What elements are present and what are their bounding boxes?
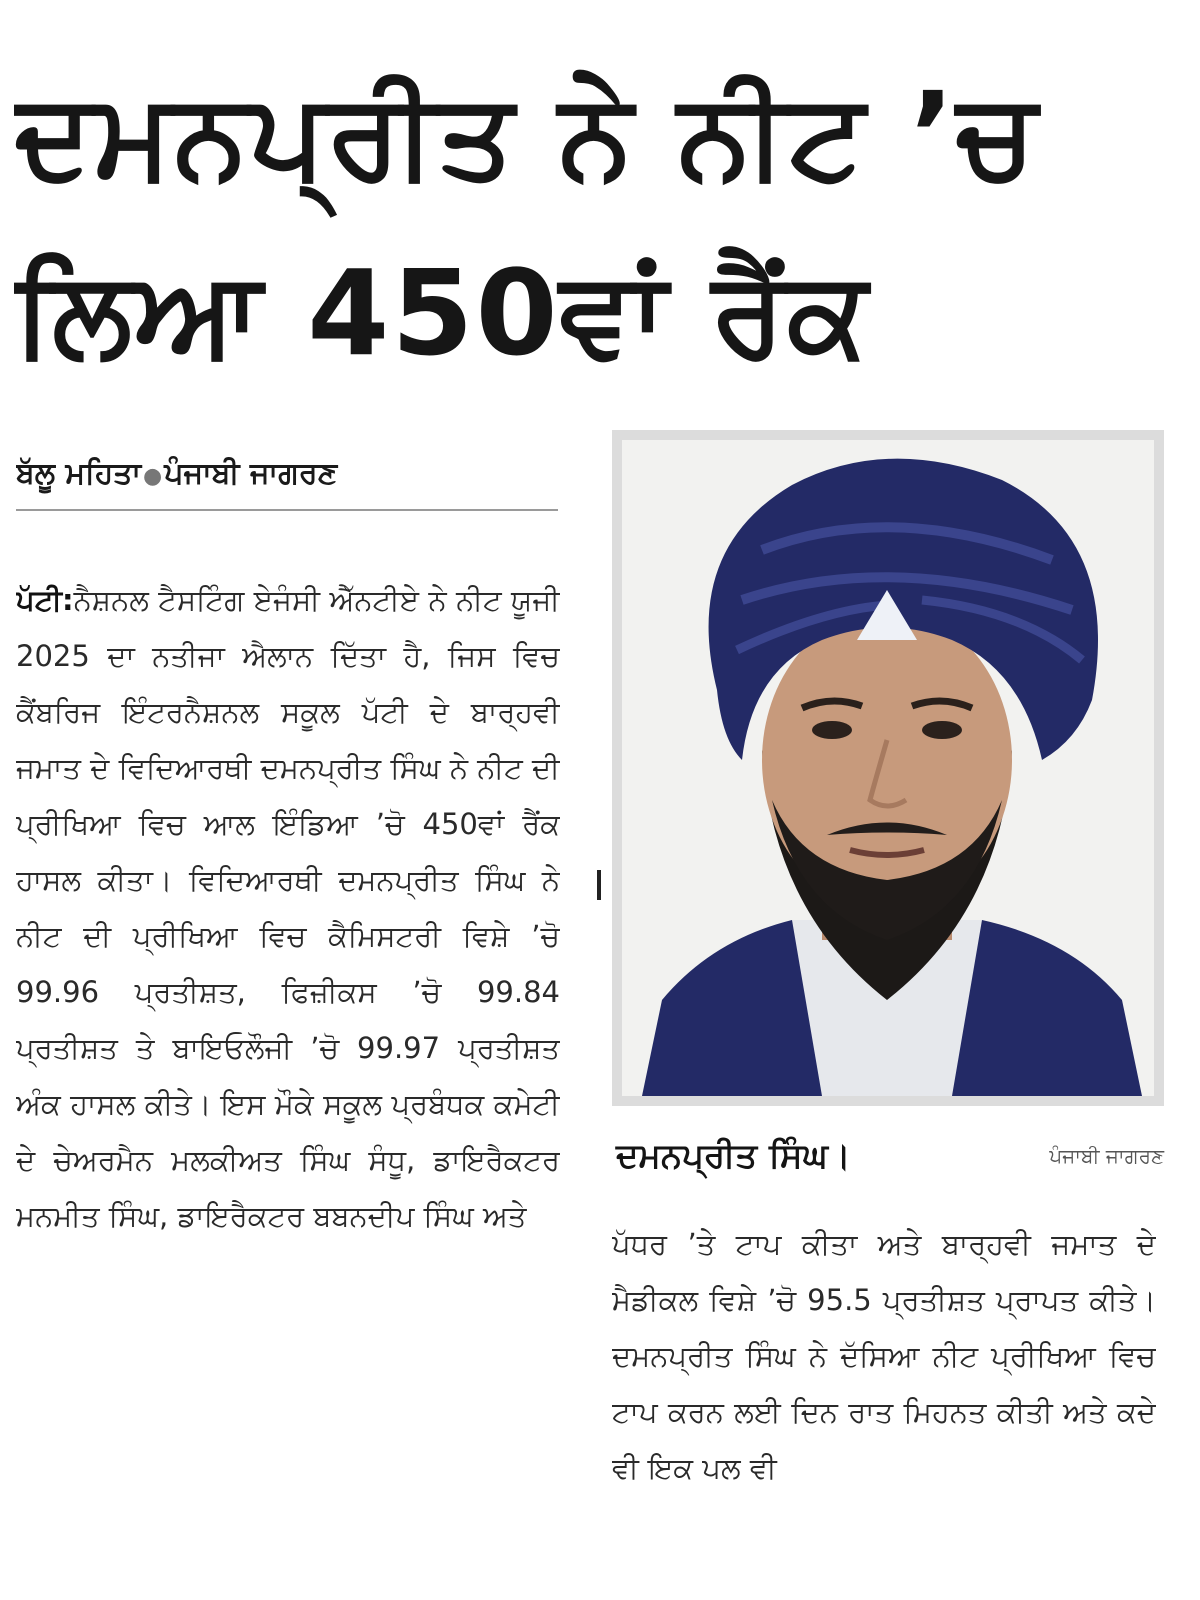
article-column-right	[612, 1216, 1156, 1600]
article-body-right: ਪੱਧਰ ’ਤੇ ਟਾਪ ਕੀਤਾ ਅਤੇ ਬਾਰ੍ਹਵੀ ਜਮਾਤ ਦੇ ਮੈਡੀਕਲ ਵਿਸ਼ੇ ’ਚੋ 95.5 ਪ੍ਰਤੀਸ਼ਤ ਪ੍ਰਾਪਤ ਕੀਤੇ। ਦਮਨਪ੍ਰੀਤ ਸਿੰਘ ਨੇ ਦੱਸਿਆ ਨੀਟ ਪ੍ਰੀਖਿਆ ਵਿਚ ਟਾਪ ਕਰਨ ਲਈ ਦਿਨ ਰਾਤ ਮਿਹਨਤ ਕੀਤੀ ਅਤੇ ਕਦੇ ਵੀ ਇਕ ਪਲ ਵੀ	[612, 1227, 1156, 1485]
photo-eye-right	[922, 721, 962, 739]
portrait-photo	[622, 440, 1154, 1096]
byline	[16, 448, 558, 511]
photo-caption	[616, 1136, 1164, 1188]
byline-separator: ●	[143, 464, 163, 489]
byline-publication: ਪੰਜਾਬੀ ਜਾਗਰਣ	[164, 456, 338, 491]
article-body-left: ਨੈਸ਼ਨਲ ਟੈਸਟਿੰਗ ਏਜੰਸੀ ਐੱਨਟੀਏ ਨੇ ਨੀਟ ਯੂਜੀ 2025 ਦਾ ਨਤੀਜਾ ਐਲਾਨ ਦਿੱਤਾ ਹੈ, ਜਿਸ ਵਿਚ ਕੈਂਬਰਿਜ ਇੰਟਰਨੈਸ਼ਨਲ ਸਕੂਲ ਪੱਟੀ ਦੇ ਬਾਰ੍ਹਵੀ ਜਮਾਤ ਦੇ ਵਿਦਿਆਰਥੀ ਦਮਨਪ੍ਰੀਤ ਸਿੰਘ ਨੇ ਨੀਟ ਦੀ ਪ੍ਰੀਖਿਆ ਵਿਚ ਆਲ ਇੰਡਿਆ ’ਚੋ 450ਵਾਂ ਰੈਂਕ ਹਾਸਲ ਕੀਤਾ। ਵਿਦਿਆਰਥੀ ਦਮਨਪ੍ਰੀਤ ਸਿੰਘ ਨੇ ਨੀਟ ਦੀ ਪ੍ਰੀਖਿਆ ਵਿਚ ਕੈਮਿਸਟਰੀ ਵਿਸ਼ੇ ’ਚੋ 99.96 ਪ੍ਰਤੀਸ਼ਤ, ਫਿਜ਼ੀਕਸ ’ਚੋ 99.84 ਪ੍ਰਤੀਸ਼ਤ ਤੇ ਬਾਇਓਲੌਜੀ ’ਚੋ 99.97 ਪ੍ਰਤੀਸ਼ਤ ਅੰਕ ਹਾਸਲ ਕੀਤੇ। ਇਸ ਮੌਕੇ ਸਕੂਲ ਪ੍ਰਬੰਧਕ ਕਮੇਟੀ ਦੇ ਚੇਅਰਮੈਨ ਮਲਕੀਅਤ ਸਿੰਘ ਸੰਧੂ, ਡਾਇਰੈਕਟਰ ਮਨਮੀਤ ਸਿੰਘ, ਡਾਇਰੈਕਟਰ ਬਬਨਦੀਪ ਸਿੰਘ ਅਤੇ	[16, 583, 560, 1233]
byline-author: ਬੱਲੂ ਮਹਿਤਾ	[16, 456, 142, 491]
photo-frame	[612, 430, 1164, 1106]
headline-line-1: ਦਮਨਪ੍ਰੀਤ ਨੇ ਨੀਟ ’ਚ	[14, 66, 1039, 204]
headline-line-2: ਲਿਆ 450ਵਾਂ ਰੈਂਕ	[14, 244, 870, 382]
article-dateline: ਪੱਟੀ:	[16, 583, 74, 617]
photo-caption-credit: ਪੰਜਾਬੀ ਜਾਗਰਣ	[1049, 1144, 1164, 1168]
column-divider-mark	[597, 870, 601, 900]
photo-eye-left	[812, 721, 852, 739]
article-column-left	[16, 572, 560, 1600]
headline	[14, 46, 1184, 402]
photo-caption-name: ਦਮਨਪ੍ਰੀਤ ਸਿੰਘ।	[616, 1136, 851, 1176]
